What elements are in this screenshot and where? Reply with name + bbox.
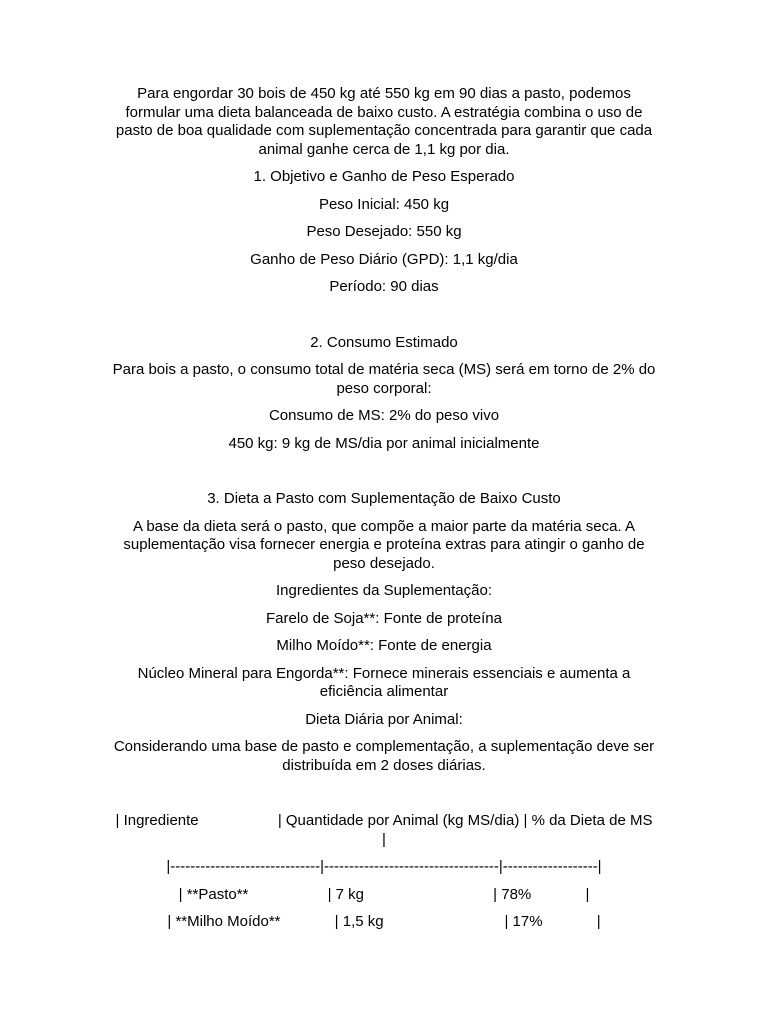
section-2-item: Consumo de MS: 2% do peso vivo — [268, 407, 500, 424]
section-3-paragraph: A base da dieta será o pasto, que compõe a maior parte da matéria seca. A suplementação visa fornecer energia e proteína extras para atingir o ganho de peso desejado. — [123, 517, 649, 572]
section-2-item: 450 kg: 9 kg de MS/dia por animal inicialmente — [228, 434, 540, 452]
spacer — [112, 784, 656, 812]
ingredient-item: Farelo de Soja**: Fonte de proteína — [266, 609, 502, 627]
section-3-heading: 3. Dieta a Pasto com Suplementação de Baixo Custo — [207, 490, 561, 507]
table-row-line: | **Milho Moído** | 1,5 kg | 17% | — [167, 913, 601, 930]
table-separator-line: |------------------------------|-----------------------------------|-------------------| — [166, 858, 602, 875]
section-1-item: Peso Desejado: 550 kg — [306, 223, 462, 240]
document-body — [112, 85, 660, 941]
section-2-heading: 2. Consumo Estimado — [310, 333, 458, 351]
ingredient-item: Núcleo Mineral para Engorda**: Fornece minerais essenciais e aumenta a eficiência alimentar — [137, 664, 635, 700]
spacer — [112, 306, 656, 334]
spacer — [112, 462, 656, 490]
section-1-item: Ganho de Peso Diário (GPD): 1,1 kg/dia — [250, 250, 518, 268]
table-header-line: | Ingrediente | Quantidade por Animal (kg MS/dia) | % da Dieta de MS | — [115, 812, 657, 848]
section-2-paragraph: Para bois a pasto, o consumo total de matéria seca (MS) será em torno de 2% do peso corporal: — [112, 361, 660, 397]
daily-diet-paragraph: Considerando uma base de pasto e complementação, a suplementação deve ser distribuída em 2 doses diárias. — [113, 738, 659, 774]
section-1-item: Período: 90 dias — [329, 278, 439, 295]
section-1-heading: 1. Objetivo e Ganho de Peso Esperado — [253, 168, 515, 185]
ingredient-item: Milho Moído**: Fonte de energia — [276, 637, 492, 654]
intro-paragraph: Para engordar 30 bois de 450 kg até 550 kg em 90 dias a pasto, podemos formular uma dieta balanceada de baixo custo. A estratégia combina o uso de pasto de boa qualidade com suplementação concentrada para garantir que cada animal ganhe cerca de 1,1 kg por dia. — [115, 85, 657, 158]
section-1-item: Peso Inicial: 450 kg — [318, 195, 450, 213]
ingredients-heading: Ingredientes da Suplementação: — [276, 582, 492, 599]
daily-diet-heading: Dieta Diária por Animal: — [305, 710, 463, 728]
table-row-line: | **Pasto** | 7 kg | 78% | — [178, 885, 590, 903]
